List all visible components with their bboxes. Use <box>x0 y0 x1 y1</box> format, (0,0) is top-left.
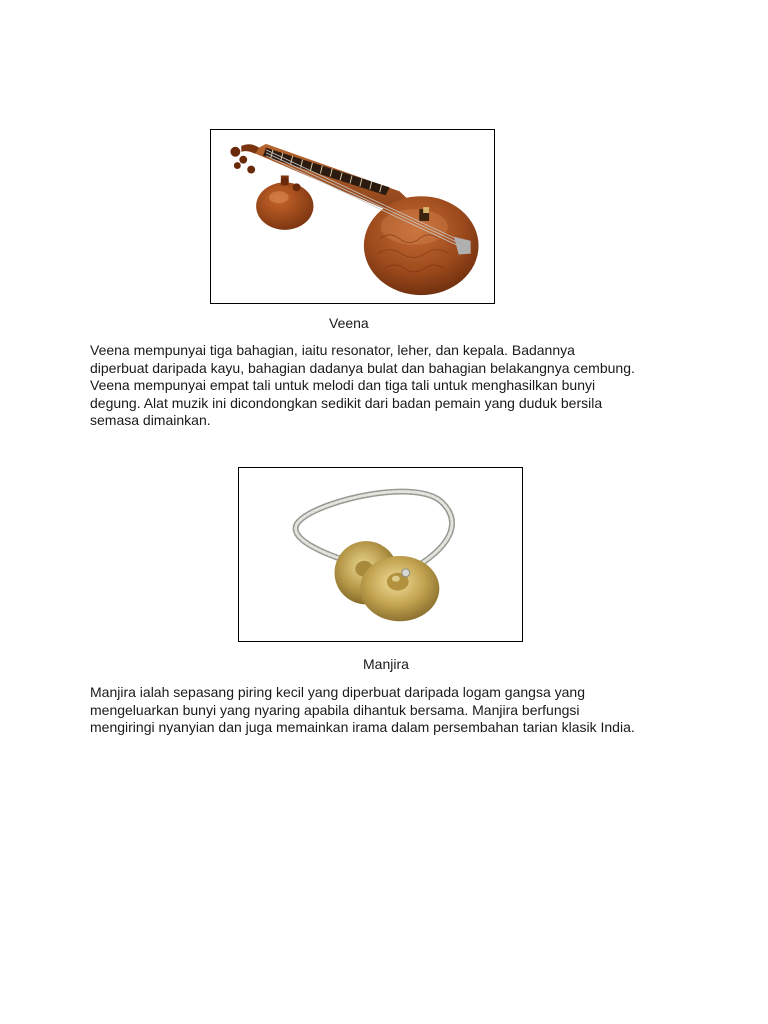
manjira-description-line: mengiringi nyanyian dan juga memainkan irama dalam persembahan tarian klasik India. <box>90 719 635 736</box>
veena-description-line: semasa dimainkan. <box>90 412 211 429</box>
manjira-description-line: mengeluarkan bunyi yang nyaring apabila dihantuk bersama. Manjira berfungsi <box>90 701 580 718</box>
manjira-image <box>238 467 523 642</box>
veena-description-line: degung. Alat muzik ini dicondongkan sedikit dari badan pemain yang duduk bersila <box>90 394 603 411</box>
veena-description-line: Veena mempunyai tiga bahagian, iaitu resonator, leher, dan kepala. Badannya <box>90 342 575 358</box>
veena-caption: Veena <box>329 315 369 331</box>
veena-image <box>210 129 495 304</box>
veena-description-line: Veena mempunyai empat tali untuk melodi dan tiga tali untuk menghasilkan bunyi <box>90 377 596 394</box>
manjira-description <box>90 684 690 737</box>
manjira-caption: Manjira <box>363 656 409 672</box>
manjira-description-line: Manjira ialah sepasang piring kecil yang diperbuat daripada logam gangsa yang <box>90 684 585 700</box>
veena-description <box>90 342 690 430</box>
veena-description-line: diperbuat daripada kayu, bahagian dadanya bulat dan bahagian belakangnya cembung. <box>90 359 635 376</box>
